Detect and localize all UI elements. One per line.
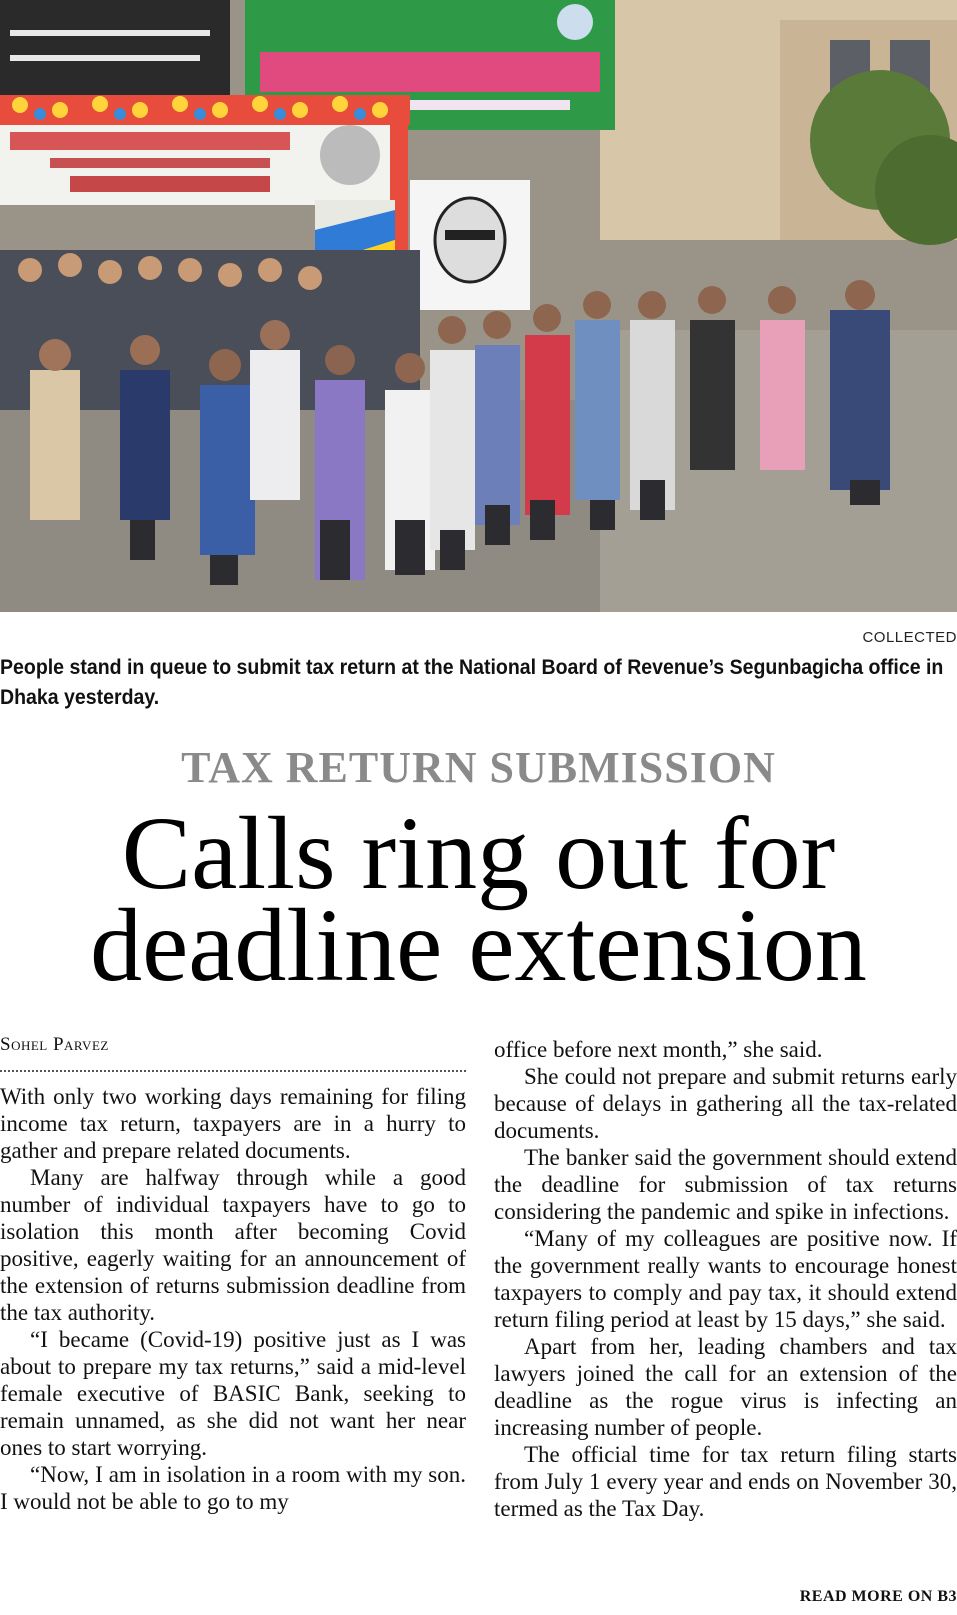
- paragraph: With only two working days remaining for filing income tax return, taxpayers are in a hurry to gather and prepare related documents.: [0, 1084, 466, 1163]
- headline-line-2: deadline extension: [90, 888, 867, 1003]
- paragraph: The banker said the government should extend the deadline for submission of tax returns considering the pandemic and spike in infections.: [494, 1145, 957, 1224]
- headline: [0, 796, 957, 1003]
- paragraph: She could not prepare and submit returns early because of delays in gathering all the tax-related documents.: [494, 1064, 957, 1143]
- byline-divider: [0, 1070, 466, 1072]
- paragraph: “I became (Covid-19) positive just as I was about to prepare my tax returns,” said a mid-level female executive of BASIC Bank, seeking to remain unnamed, as she did not want her near ones to start worrying.: [0, 1327, 466, 1460]
- byline: Sohel Parvez: [0, 1034, 109, 1055]
- paragraph: Apart from her, leading chambers and tax lawyers joined the call for an extension of the deadline as the rogue virus is infecting an increasing number of people.: [494, 1334, 957, 1440]
- photo-caption: People stand in queue to submit tax return at the National Board of Revenue’s Segunbagicha office in Dhaka yesterday.: [0, 656, 944, 709]
- article-column-right: [494, 1036, 957, 1522]
- paragraph: “Now, I am in isolation in a room with my son. I would not be able to go to my: [0, 1462, 466, 1514]
- queue-photo-illustration: [0, 0, 957, 612]
- paragraph: “Many of my colleagues are positive now. If the government really wants to encourage honest taxpayers to comply and pay tax, it should extend return filing period at least by 15 days,” she said.: [494, 1226, 957, 1332]
- bengali-signboard-dark: [0, 0, 230, 95]
- photo-credit: COLLECTED: [862, 629, 957, 646]
- paragraph: The official time for tax return filing starts from July 1 every year and ends on November 30, termed as the Tax Day.: [494, 1442, 957, 1521]
- news-photo: [0, 0, 957, 612]
- paragraph: office before next month,” she said.: [494, 1037, 823, 1062]
- read-more-link[interactable]: READ MORE ON B3: [799, 1588, 957, 1605]
- headline-line-1: Calls ring out for: [121, 796, 836, 911]
- kicker: TAX RETURN SUBMISSION: [181, 743, 776, 792]
- paragraph: Many are halfway through while a good number of individual taxpayers have to go to isolation this month after becoming Covid positive, eagerly waiting for an announcement of the extension of returns submission deadline from the tax authority.: [0, 1165, 466, 1325]
- article-column-left: [0, 1083, 466, 1515]
